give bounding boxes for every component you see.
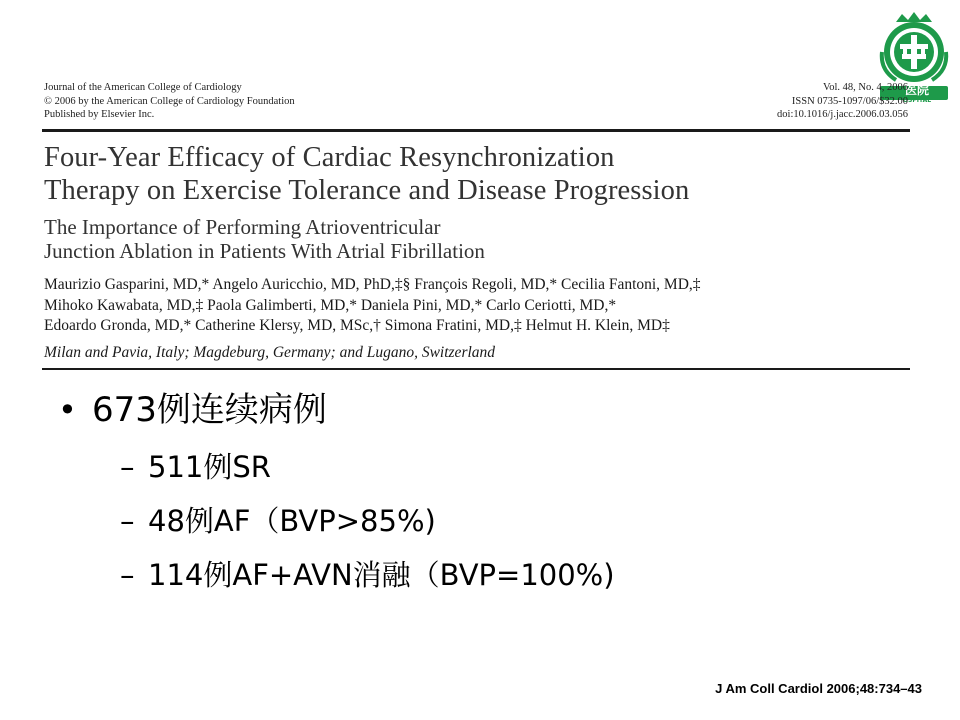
header-rule <box>42 129 910 132</box>
main-bullet-text: 673例连续病例 <box>92 390 327 430</box>
article-subtitle-line: Junction Ablation in Patients With Atrial Fibrillation <box>44 239 485 263</box>
affiliation: Milan and Pavia, Italy; Magdeburg, Germany; and Lugano, Switzerland <box>44 344 496 361</box>
hospital-logo-subtext: OSPITAL <box>902 97 932 104</box>
main-bullet <box>58 386 327 434</box>
dash-icon: – <box>120 558 135 592</box>
journal-volume: Vol. 48, No. 4, 2006 <box>823 82 908 93</box>
sub-bullet-text: 48例AF（BVP>85%) <box>148 504 436 538</box>
journal-doi: doi:10.1016/j.jacc.2006.03.056 <box>777 109 908 120</box>
sub-bullet-item <box>120 494 615 548</box>
sub-bullet-text: 511例SR <box>148 450 271 484</box>
journal-issn: ISSN 0735-1097/06/$32.00 <box>791 95 908 107</box>
journal-name: Journal of the American College of Cardiology <box>44 82 242 93</box>
bullet-dot-icon: • <box>58 391 77 429</box>
article-subtitle-line: The Importance of Performing Atrioventricular <box>44 215 441 239</box>
sub-bullet-item <box>120 548 615 602</box>
article-title <box>44 141 689 207</box>
dash-icon: – <box>120 450 135 484</box>
article-title-line: Therapy on Exercise Tolerance and Disease Progression <box>44 175 690 206</box>
journal-meta-left <box>44 81 295 122</box>
author-list <box>44 275 910 337</box>
sub-bullet-list <box>120 440 615 602</box>
article-subtitle <box>44 215 485 263</box>
author-line: Maurizio Gasparini, MD,* Angelo Auricchio, MD, PhD,‡§ François Regoli, MD,* Cecilia Fantoni, MD,‡ <box>44 276 701 293</box>
hospital-logo-text: 医院 <box>904 83 929 97</box>
journal-publisher: Published by Elsevier Inc. <box>44 109 155 120</box>
journal-copyright: © 2006 by the American College of Cardiology Foundation <box>44 95 295 107</box>
dash-icon: – <box>120 504 135 538</box>
citation: J Am Coll Cardiol 2006;48:734–43 <box>715 681 922 696</box>
author-line: Edoardo Gronda, MD,* Catherine Klersy, MD, MSc,† Simona Fratini, MD,‡ Helmut H. Klein, MD‡ <box>44 317 670 334</box>
author-line: Mihoko Kawabata, MD,‡ Paola Galimberti, MD,* Daniela Pini, MD,* Carlo Ceriotti, MD,* <box>44 296 617 314</box>
article-header-bottom-rule <box>42 368 910 370</box>
sub-bullet-item <box>120 440 615 494</box>
article-title-line: Four-Year Efficacy of Cardiac Resynchronization <box>44 142 615 173</box>
journal-meta-right <box>777 81 908 122</box>
sub-bullet-text: 114例AF+AVN消融（BVP=100%) <box>148 558 615 592</box>
